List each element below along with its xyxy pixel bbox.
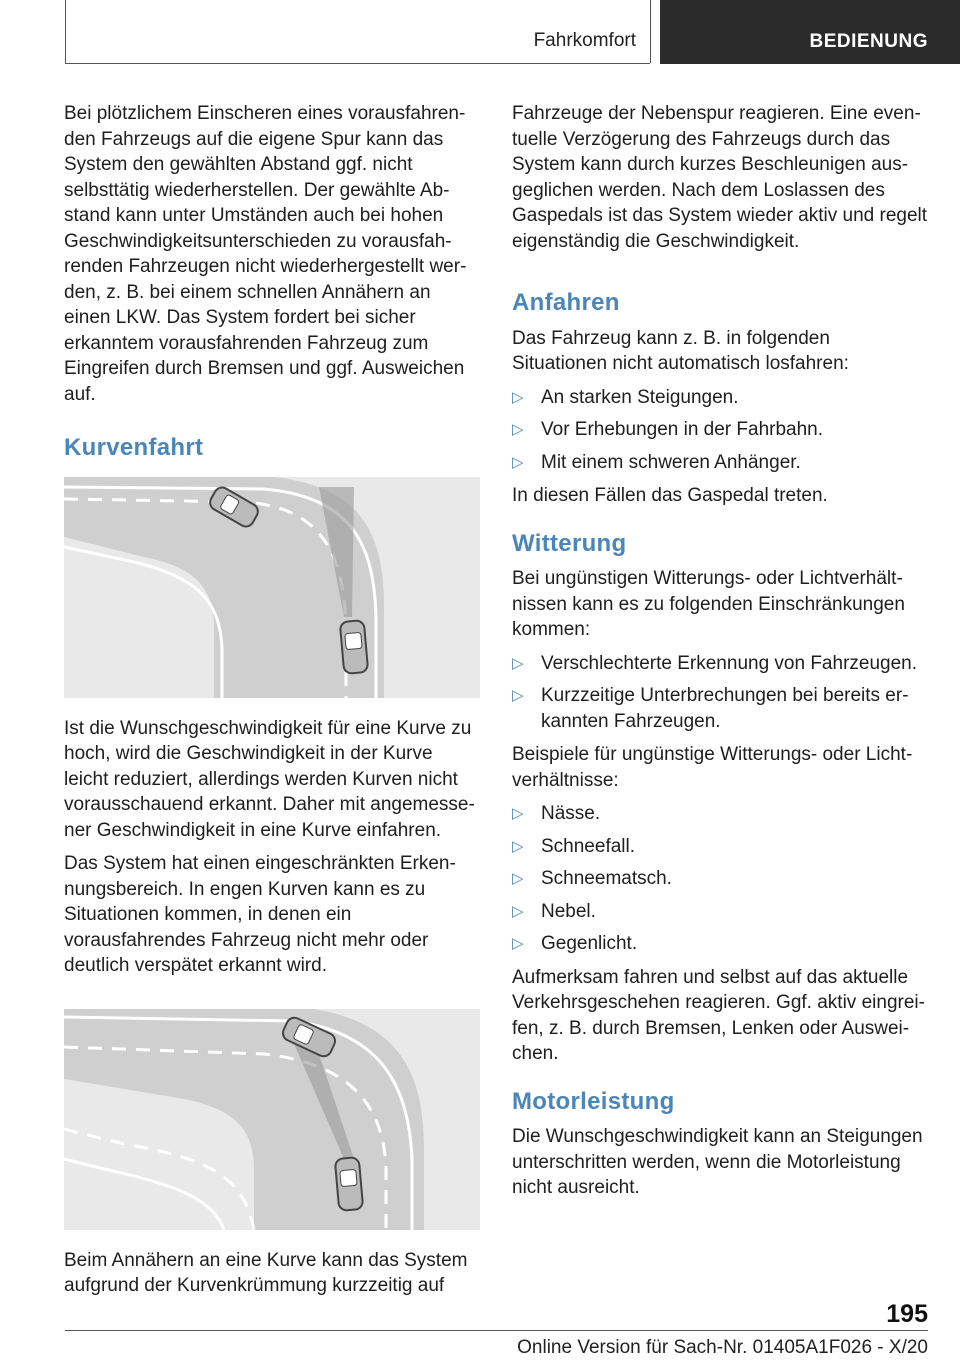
triangle-right-outline-icon: ▷: [512, 870, 524, 887]
list-item: ▷ Kurzzeitige Unterbrechungen bei bereits erkannten Fahrzeugen.: [512, 685, 909, 732]
aufmerksam-paragraph: Aufmerksam fahren und selbst auf das aktuelle Verkehrsgeschehen reagieren. Ggf. aktiv eingreifen, z. B. durch Bremsen, Lenken oder Ausweichen.: [512, 966, 925, 1064]
list-item: ▷ An starken Steigungen.: [512, 385, 928, 411]
list-item: ▷ Nebel.: [512, 899, 928, 925]
intro-paragraph: Bei plötzlichem Einscheren eines vorausfahrenden Fahrzeugs auf die eigene Spur kann das System den gewählten Abstand ggf. nicht selbsttätig wiederherstellen. Der gewählte Abstand kann unter Umständen auch bei hohen Geschwindigkeitsunterschieden zu vorausfahrenden Fahrzeugen nicht wiederhergestellt werden, z. B. bei einem schnellen Annähern an einen LKW. Das System fordert bei sicher erkanntem vorausfahrenden Fahrzeug zum Eingreifen durch Bremsen und ggf. Ausweichen auf.: [64, 103, 467, 405]
page-number: 195: [886, 1300, 928, 1328]
list-item: ▷ Schneematsch.: [512, 866, 928, 892]
footer-online-version: Online Version für Sach-Nr. 01405A1F026 - X/20: [517, 1337, 928, 1358]
triangle-right-outline-icon: ▷: [512, 805, 524, 822]
right-column: [512, 101, 928, 1209]
header-rule-bottom: [65, 63, 650, 64]
witterung-list: [512, 651, 928, 735]
list-item: ▷ Schneefall.: [512, 834, 928, 860]
triangle-right-outline-icon: ▷: [512, 388, 524, 406]
triangle-right-outline-icon: ▷: [512, 687, 524, 704]
curve-illustration-1: [64, 477, 480, 698]
list-item: ▷ Gegenlicht.: [512, 931, 928, 957]
anfahren-intro: Das Fahrzeug kann z. B. in folgenden Situationen nicht automatisch losfahren:: [512, 327, 849, 374]
heading-anfahren: Anfahren: [512, 289, 620, 316]
triangle-right-outline-icon: ▷: [512, 654, 524, 672]
left-column: [64, 101, 480, 1307]
footer-rule: [65, 1330, 928, 1331]
continued-paragraph: Fahrzeuge der Nebenspur reagieren. Eine eventuelle Verzögerung des Fahrzeugs durch das System kann durch kurzes Beschleunigen ausgeglichen werden. Nach dem Loslassen des Gaspedals ist das System wieder aktiv und regelt eigenständig die Geschwindigkeit.: [512, 103, 928, 252]
triangle-right-outline-icon: ▷: [512, 902, 524, 920]
anfahren-list: [512, 385, 928, 476]
triangle-right-outline-icon: ▷: [512, 935, 524, 952]
header-chapter-tab: BEDIENUNG: [660, 0, 960, 64]
triangle-right-outline-icon: ▷: [512, 453, 524, 471]
list-item: ▷ Nässe.: [512, 801, 928, 827]
heading-witterung: Witterung: [512, 529, 627, 557]
anfahren-outro: In diesen Fällen das Gaspedal treten.: [512, 485, 828, 506]
paragraph-detection: Das System hat einen eingeschränkten Erkennungsbereich. In engen Kurven kann es zu Situationen kommen, in denen ein vorausfahrendes Fahrzeug nicht mehr oder deutlich verspätet erkannt wird.: [64, 853, 456, 976]
beispiele-list: [512, 801, 928, 957]
list-item: ▷ Mit einem schweren Anhänger.: [512, 450, 928, 476]
header-section-title: Fahrkomfort: [533, 30, 636, 51]
paragraph-speed: Ist die Wunschgeschwindigkeit für eine Kurve zu hoch, wird die Geschwindigkeit in der Kurve leicht reduziert, allerdings werden Kurven nicht vorausschauend erkannt. Daher mit angemessener Geschwindigkeit in eine Kurve einfahren.: [64, 717, 475, 841]
triangle-right-outline-icon: ▷: [512, 421, 524, 438]
witterung-intro: Bei ungünstigen Witterungs- oder Lichtverhältnissen kann es zu folgenden Einschränkungen kommen:: [512, 568, 905, 640]
list-item: ▷ Verschlechterte Erkennung von Fahrzeugen.: [512, 651, 928, 677]
paragraph-curve-approach: Beim Annähern an eine Kurve kann das System aufgrund der Kurvenkrümmung kurzzeitig auf: [64, 1249, 468, 1296]
motor-paragraph: Die Wunschgeschwindigkeit kann an Steigungen unterschritten werden, wenn die Motorleistung nicht ausreicht.: [512, 1126, 923, 1198]
beispiele-intro: Beispiele für ungünstige Witterungs- oder Lichtverhältnisse:: [512, 744, 913, 791]
heading-motorleistung: Motorleistung: [512, 1087, 675, 1115]
header-rule-mid: [650, 0, 651, 63]
triangle-right-outline-icon: ▷: [512, 837, 524, 855]
curve-illustration-2: [64, 1009, 480, 1230]
heading-kurvenfahrt: Kurvenfahrt: [64, 434, 204, 461]
header-rule-left: [65, 0, 66, 63]
list-item: ▷ Vor Erhebungen in der Fahrbahn.: [512, 417, 928, 443]
